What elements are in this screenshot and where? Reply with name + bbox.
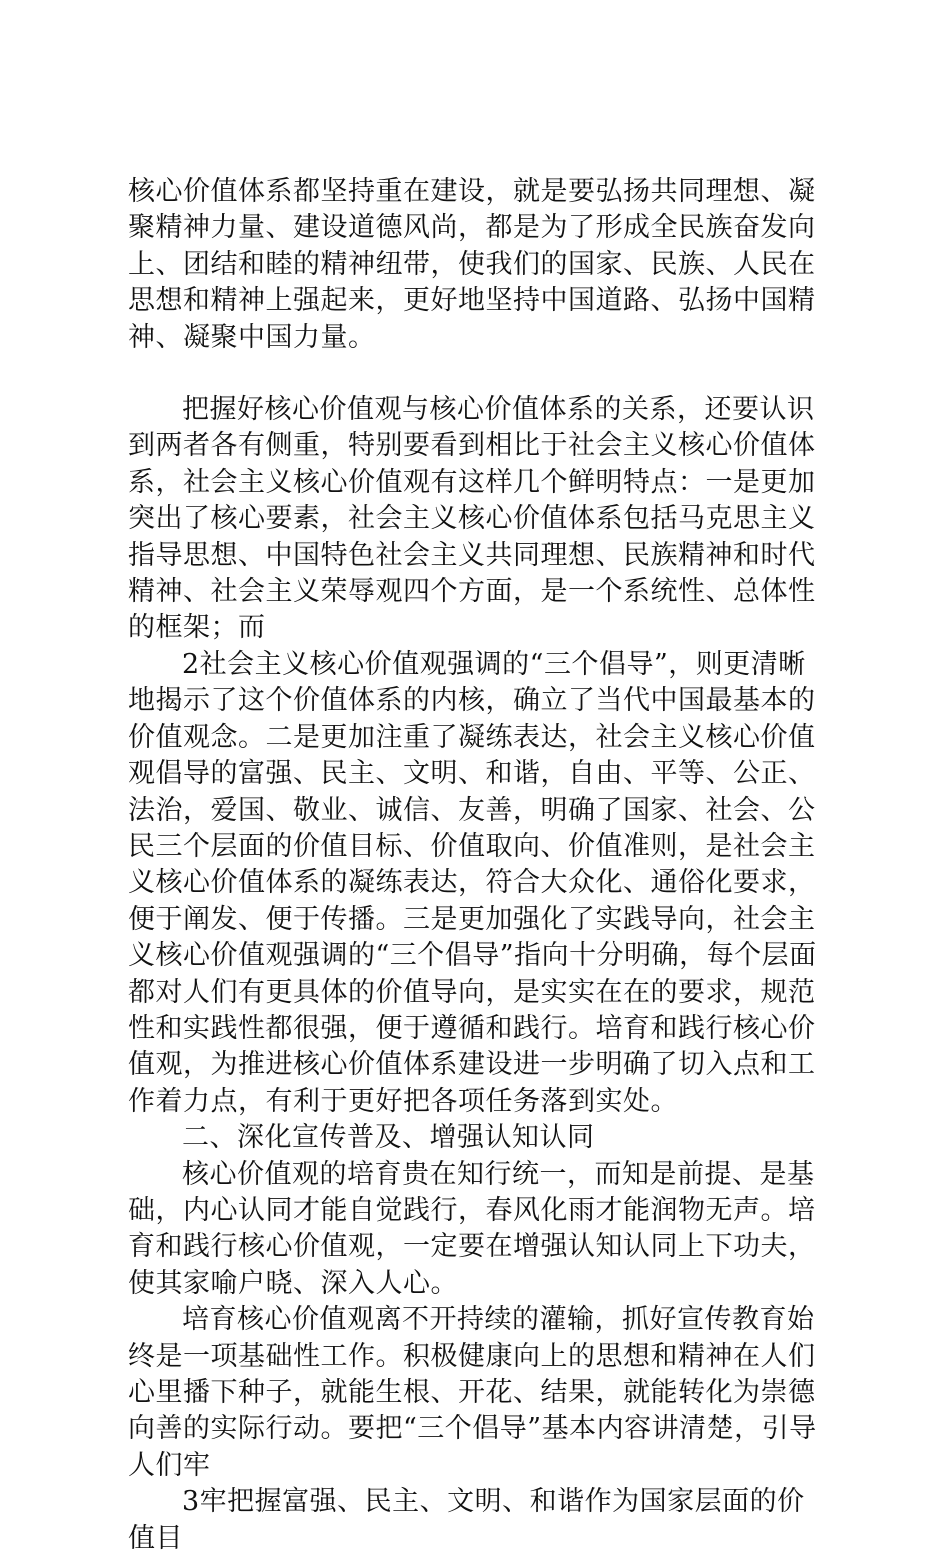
- paragraph-relationship: 把握好核心价值观与核心价值体系的关系，还要认识到两者各有侧重，特别要看到相比于社会主义核心价值体系，社会主义核心价值观有这样几个鲜明特点：一是更加突出了核心要素，社会主义核心价值体系包括马克思主义指导思想、中国特色社会主义共同理想、民族精神和时代精神、社会主义荣辱观四个方面，是一个系统性、总体性的框架；而: [128, 394, 816, 644]
- document-body: [128, 174, 828, 1557]
- paragraph-education: 培育核心价值观离不开持续的灌输，抓好宣传教育始终是一项基础性工作。积极健康向上的思想和精神在人们心里播下种子，就能生根、开花、结果，就能转化为崇德向善的实际行动。要把“三个倡导”基本内容讲清楚，引导人们牢: [128, 1304, 817, 1481]
- paragraph-continuation: 核心价值体系都坚持重在建设，就是要弘扬共同理想、凝聚精神力量、建设道德风尚，都是为了形成全民族奋发向上、团结和睦的精神纽带，使我们的国家、民族、人民在思想和精神上强起来，更好地坚持中国道路、弘扬中国精神、凝聚中国力量。: [128, 176, 816, 353]
- paragraph-page-3: 3牢把握富强、民主、文明、和谐作为国家层面的价值目: [128, 1486, 805, 1554]
- paragraph-page-2: 2社会主义核心价值观强调的“三个倡导”，则更清晰地揭示了这个价值体系的内核，确立了当代中国最基本的价值观念。二是更加注重了凝练表达，社会主义核心价值观倡导的富强、民主、文明、和谐，自由、平等、公正、法治，爱国、敬业、诚信、友善，明确了国家、社会、公民三个层面的价值目标、价值取向、价值准则，是社会主义核心价值体系的凝练表达，符合大众化、通俗化要求，便于阐发、便于传播。三是更加强化了实践导向，社会主义核心价值观强调的“三个倡导”指向十分明确，每个层面都对人们有更具体的价值导向，是实实在在的要求，规范性和实践性都很强，便于遵循和践行。培育和践行核心价值观，为推进核心价值体系建设进一步明确了切入点和工作着力点，有利于更好把各项任务落到实处。: [128, 648, 817, 1117]
- paragraph-knowledge-action: 核心价值观的培育贵在知行统一，而知是前提、是基础，内心认同才能自觉践行，春风化雨才能润物无声。培育和践行核心价值观，一定要在增强认知认同上下功夫，使其家喻户晓、深入人心。: [128, 1158, 816, 1299]
- section-heading: 二、深化宣传普及、增强认知认同: [182, 1122, 595, 1154]
